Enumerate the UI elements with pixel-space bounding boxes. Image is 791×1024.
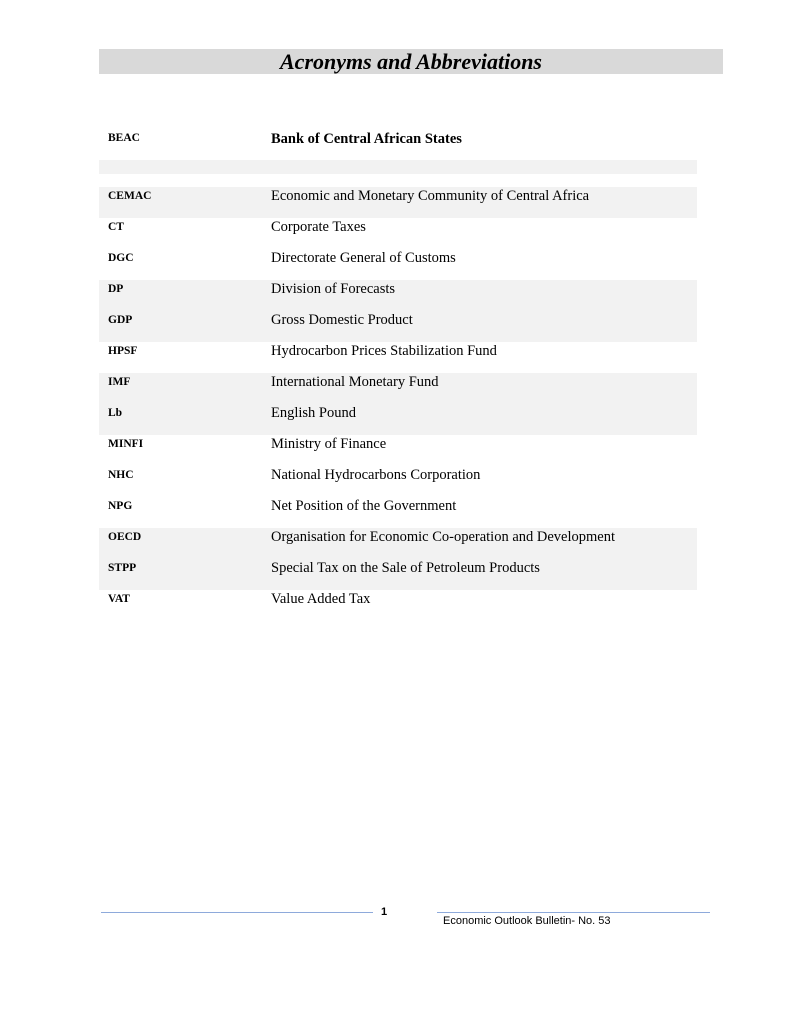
acronym-code: HPSF: [108, 345, 138, 357]
table-spacer: [99, 160, 697, 174]
footer-divider-left: [101, 912, 373, 913]
acronym-definition: Ministry of Finance: [271, 436, 387, 452]
table-row: [99, 342, 697, 373]
acronym-definition: Organisation for Economic Co-operation and Development: [271, 529, 616, 545]
table-row: [99, 311, 697, 342]
acronym-code: DP: [108, 283, 124, 295]
acronym-code: BEAC: [108, 132, 140, 144]
footer-divider-right: [437, 912, 710, 913]
acronym-table: [99, 124, 697, 621]
acronym-code: DGC: [108, 252, 134, 264]
acronym-code: CEMAC: [108, 190, 152, 202]
acronym-definition: Hydrocarbon Prices Stabilization Fund: [271, 343, 497, 359]
table-row: [99, 373, 697, 404]
acronym-code: VAT: [108, 593, 130, 605]
table-row: [99, 280, 697, 311]
acronym-code: Lb: [108, 407, 123, 419]
acronym-definition: International Monetary Fund: [271, 374, 439, 390]
acronym-definition: Bank of Central African States: [271, 131, 462, 147]
acronym-definition: Division of Forecasts: [271, 281, 396, 297]
table-row: [99, 497, 697, 528]
table-row: [99, 466, 697, 497]
acronym-code: GDP: [108, 314, 133, 326]
acronym-code: STPP: [108, 562, 137, 574]
acronym-definition: Economic and Monetary Community of Central Africa: [271, 188, 590, 204]
table-row: [99, 218, 697, 249]
table-row: [99, 124, 697, 160]
acronym-definition: Value Added Tax: [271, 591, 371, 607]
table-gap: [99, 174, 697, 187]
acronym-definition: Gross Domestic Product: [271, 312, 413, 328]
acronym-definition: Directorate General of Customs: [271, 250, 456, 266]
table-row: [99, 249, 697, 280]
table-row: [99, 187, 697, 218]
title-banner: [99, 49, 723, 74]
table-row: [99, 404, 697, 435]
acronym-definition: English Pound: [271, 405, 356, 421]
acronym-definition: Special Tax on the Sale of Petroleum Products: [271, 560, 540, 576]
acronym-code: NPG: [108, 500, 133, 512]
acronym-code: NHC: [108, 469, 134, 481]
page-title: Acronyms and Abbreviations: [280, 49, 542, 74]
table-row: [99, 559, 697, 590]
table-row: [99, 528, 697, 559]
page-number: 1: [381, 906, 388, 918]
acronym-code: CT: [108, 221, 124, 233]
publication-footer: Economic Outlook Bulletin- No. 53: [443, 915, 611, 927]
table-row: [99, 590, 697, 621]
acronym-definition: Net Position of the Government: [271, 498, 457, 514]
acronym-definition: Corporate Taxes: [271, 219, 366, 235]
table-row: [99, 435, 697, 466]
acronym-code: OECD: [108, 531, 142, 543]
acronym-code: MINFI: [108, 438, 144, 450]
acronym-code: IMF: [108, 376, 131, 388]
acronym-definition: National Hydrocarbons Corporation: [271, 467, 481, 483]
